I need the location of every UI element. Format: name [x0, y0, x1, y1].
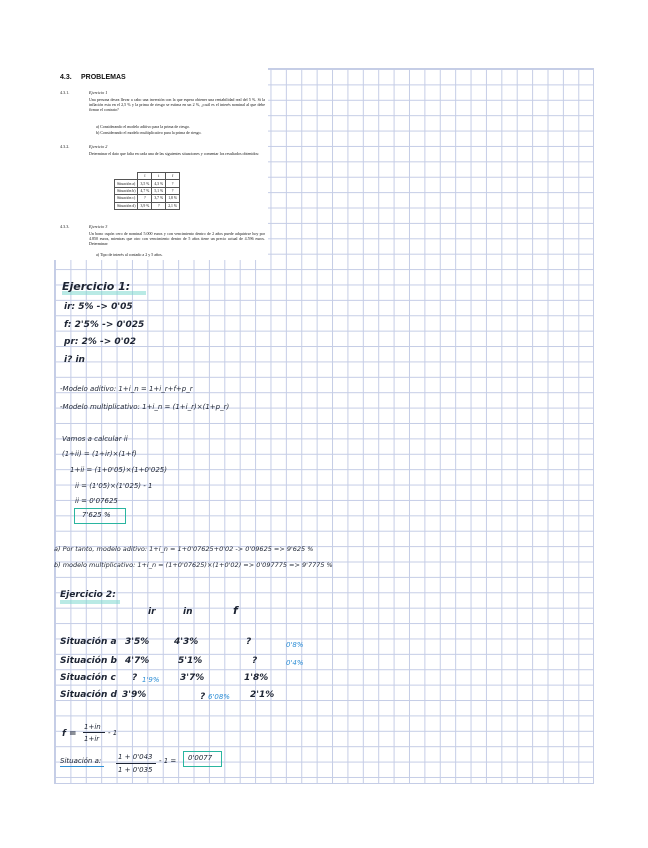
hw-eq-4: ii = 0'07625 — [75, 497, 118, 505]
fraction-bar — [116, 763, 156, 764]
hw-eq-3: ii = (1'05)×(1'025) - 1 — [75, 482, 153, 490]
table-header-row — [115, 173, 180, 180]
hw-row-in-note: 6'08% — [208, 693, 230, 701]
ex1-title: Ejercicio 1 — [89, 90, 108, 95]
hw-row-label: Situación b — [60, 656, 117, 666]
hw-row-label: Situación d — [60, 690, 117, 700]
hw-row-f: ? — [252, 656, 258, 666]
table-row — [115, 180, 180, 187]
table-row — [115, 187, 180, 194]
section-title: PROBLEMAS — [81, 74, 126, 81]
hw-eq-2: 1+ii = (1+0'05)×(1+0'025) — [70, 466, 167, 474]
hw-row-label: Situación c — [60, 673, 116, 683]
hw-sit-a-label: Situación a: — [60, 757, 102, 765]
hw-col-in: in — [183, 607, 193, 617]
hw-sit-a-rest: - 1 = — [159, 757, 177, 765]
hw-answer-a: a) Por tanto, modelo aditivo: 1+i_n = 1+0'07625+0'02 -> 0'09625 => 9'625 % — [54, 545, 314, 553]
hw-row-in: 3'7% — [180, 673, 205, 683]
hw-model-add: -Modelo aditivo: 1+i_n = 1+i_r+f+p_r — [60, 385, 193, 393]
hw-row-in: ? — [200, 692, 206, 702]
table-cell: ? — [166, 180, 180, 187]
ex2-title: Ejercicio 2 — [89, 144, 108, 149]
hw-row-f: ? — [246, 637, 252, 647]
hw-row-label: Situación a — [60, 637, 117, 647]
hw-row-f: 2'1% — [250, 690, 275, 700]
hw-line-4: i? in — [64, 355, 85, 365]
table-cell — [115, 173, 138, 180]
ex2-number: 4.3.2. — [60, 144, 70, 149]
hw-line-1: ir: 5% -> 0'05 — [64, 302, 133, 312]
hw-model-mult: -Modelo multiplicativo: 1+i_n = (1+i_r)×(1+p_r) — [60, 403, 230, 411]
table-cell: Situación d) — [115, 202, 138, 209]
ex1-text: Una persona desea llevar a cabo una inversión con la que espera obtener una rentabilidad real del 5 %. Si la inflación esta en el 2,5 % y la prima de riesgo se estima en un 2 %, ¿cuál es el interés nominal al que debe firmar el contrato? — [89, 97, 265, 113]
hw-row-ir: 4'7% — [125, 656, 150, 666]
table-cell: 3,7 % — [152, 195, 166, 202]
hw-row-in: 4'3% — [174, 637, 199, 647]
table-cell: ? — [166, 187, 180, 194]
hw-row-ir: 3'9% — [122, 690, 147, 700]
hw-sit-a-result: 0'0077 — [188, 754, 213, 762]
hw-row-ir-note: 1'9% — [142, 676, 160, 684]
table-cell: 3,9 % — [138, 202, 152, 209]
table-cell: ? — [152, 202, 166, 209]
ex3-text: Un bono cupón cero de nominal 5.000 euros y con vencimiento dentro de 2 años puede adquirirse hoy por 4.850 euros, mientras que otro con vencimiento dentro de 5 años tiene un precio actual de 4.596 euros. Determinar: — [89, 231, 265, 247]
ex1-item-b: b) Considerando el modelo multiplicativo para la prima de riesgo. — [96, 130, 202, 135]
ex3-item-a: a) Tipo de interés al contado a 2 y 5 años. — [96, 252, 163, 257]
underline-mark — [60, 766, 104, 767]
table-cell: Situación a) — [115, 180, 138, 187]
hw-row-ir: 3'5% — [125, 637, 150, 647]
hw-sit-a-den: 1 + 0'035 — [118, 766, 153, 774]
section-number: 4.3. — [60, 74, 72, 81]
highlight-mark — [60, 600, 120, 604]
table-cell: Situación c) — [115, 195, 138, 202]
hw-line-3: pr: 2% -> 0'02 — [64, 337, 136, 347]
hw-formula-f: f = — [62, 729, 77, 739]
hw-row-note: 0'4% — [286, 659, 304, 667]
hw-formula-num: 1+in — [84, 723, 101, 731]
hw-row-f: 1'8% — [244, 673, 269, 683]
hw-col-f: f — [233, 604, 238, 617]
hw-formula-rest: - 1 — [108, 729, 118, 737]
hw-boxed-1: 7'625 % — [82, 511, 111, 519]
ej2-title: Ejercicio 2: — [60, 590, 116, 600]
table-cell: 5,1 % — [152, 187, 166, 194]
hw-line-2: f: 2'5% -> 0'025 — [64, 320, 145, 330]
table-cell: 4,7 % — [138, 187, 152, 194]
hw-answer-b: b) modelo multiplicativo: 1+i_n = (1+0'07625)×(1+0'02) => 0'097775 => 9'7775 % — [54, 561, 333, 569]
table-cell: ? — [138, 195, 152, 202]
ex2-text: Determinar el dato que falta en cada una de las siguientes situaciones y comentar los resultados obtenidos: — [89, 151, 260, 156]
table-row — [115, 195, 180, 202]
table-cell: 4,3 % — [152, 180, 166, 187]
ej1-title: Ejercicio 1: — [62, 280, 131, 293]
table-cell: 3,5 % — [138, 180, 152, 187]
hw-vamos: Vamos a calcular ii — [62, 435, 128, 443]
fraction-bar — [83, 732, 105, 733]
hw-col-ir: ir — [148, 607, 156, 617]
table-cell: 2,1 % — [166, 202, 180, 209]
table-cell: ī — [138, 173, 152, 180]
hw-formula-den: 1+ir — [84, 735, 100, 743]
hw-row-note: 0'8% — [286, 641, 304, 649]
printed-excerpt — [54, 68, 268, 260]
table-row — [115, 202, 180, 209]
ex1-number: 4.3.1. — [60, 90, 70, 95]
hw-row-ir: ? — [132, 673, 138, 683]
hw-sit-a-num: 1 + 0'043 — [118, 753, 153, 761]
ex2-table — [114, 172, 180, 210]
ex1-item-a: a) Considerando el modelo aditivo para la prima de riesgo. — [96, 124, 190, 129]
table-cell: f — [166, 173, 180, 180]
hw-eq-1: (1+ii) = (1+ir)×(1+f) — [62, 450, 137, 458]
ex3-number: 4.3.3. — [60, 224, 70, 229]
ex3-title: Ejercicio 3 — [89, 224, 108, 229]
hw-row-in: 5'1% — [178, 656, 203, 666]
table-cell: 1,8 % — [166, 195, 180, 202]
table-cell: i — [152, 173, 166, 180]
table-cell: Situación b) — [115, 187, 138, 194]
